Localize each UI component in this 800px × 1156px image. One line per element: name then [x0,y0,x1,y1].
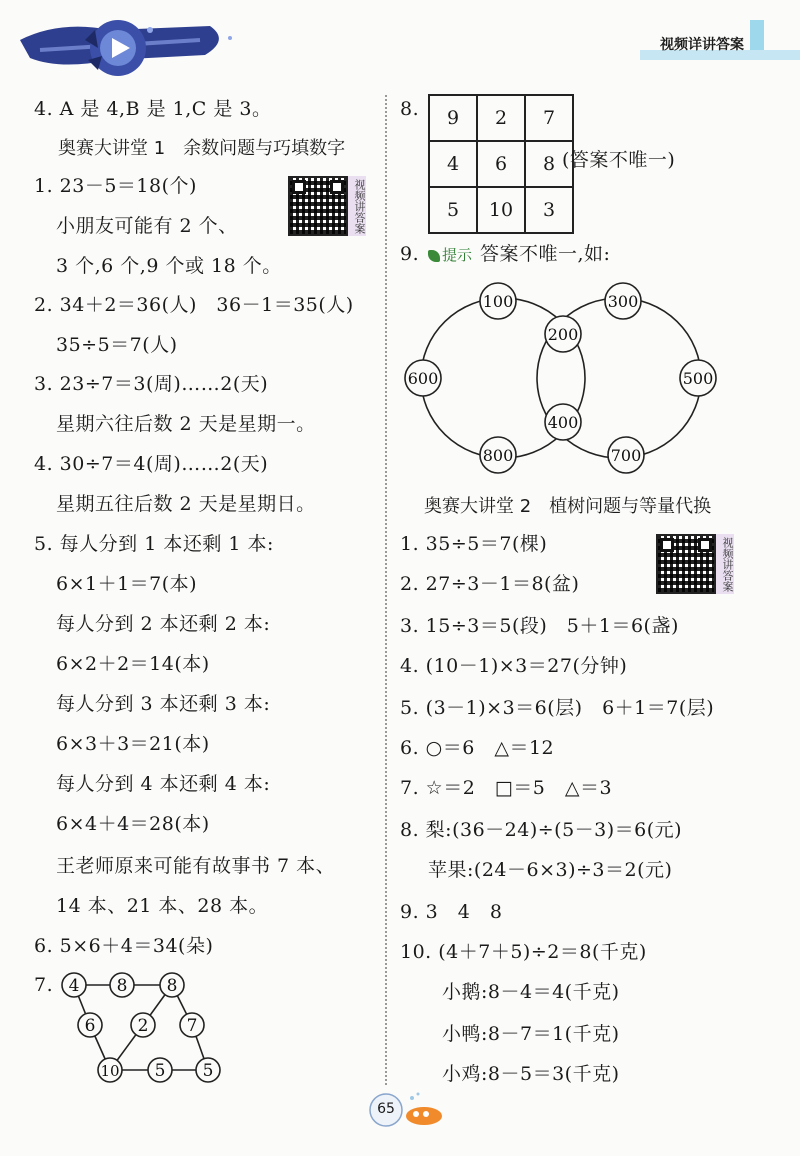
grid-cell: 6 [477,141,525,187]
q7-node-a: 4 [68,976,80,996]
r-line-5: 5. (3－1)×3＝6(层) 6＋1＝7(层) [400,697,715,719]
r-line-8a: 8. 梨:(36－24)÷(5－3)＝6(元) [400,819,683,841]
q1-line-b: 小朋友可能有 2 个、 [56,215,238,237]
q7-label: 7. [34,974,54,996]
tip-leaf-icon [428,250,440,262]
r-line-10b: 小鹅:8－4＝4(千克) [442,981,620,1003]
grid-cell: 3 [525,187,573,233]
q5-line-f: 6×3＋3＝21(本) [56,733,210,755]
r-line-10c: 小鸭:8－7＝1(千克) [442,1023,620,1045]
q5-line-j: 14 本、21 本、28 本。 [56,895,269,917]
r-line-6: 6. ○＝6 △＝12 [400,737,555,759]
q1-line-c: 3 个,6 个,9 个或 18 个。 [56,255,282,277]
q9-node-600: 600 [407,369,439,388]
qr-label-2: 视频讲答案 [716,534,734,594]
q1-line-a: 1. 23－5＝18(个) [34,175,197,197]
q9-node-300: 300 [607,292,639,311]
q2-line-b: 35÷5＝7(人) [56,334,178,356]
q4-line-a: 4. 30÷7＝4(周)……2(天) [34,453,269,475]
q7-node-h: 5 [154,1061,166,1081]
r-line-4: 4. (10－1)×3＝27(分钟) [400,655,628,677]
r-line-3: 3. 15÷3＝5(段) 5＋1＝6(盏) [400,615,679,637]
q7-node-c: 8 [166,976,178,996]
grid-cell: 2 [477,95,525,141]
q5-line-i: 王老师原来可能有故事书 7 本、 [56,855,336,877]
r-line-10a: 10. (4＋7＋5)÷2＝8(千克) [400,941,647,963]
section-title-1: 奥赛大讲堂 1 余数问题与巧填数字 [58,138,346,159]
q9-node-400: 400 [547,413,579,432]
q9-label: 9. [400,243,420,265]
qr-label-1: 视频讲答案 [348,176,366,236]
r-line-2: 2. 27÷3－1＝8(盆) [400,573,580,595]
q3-line-a: 3. 23÷7＝3(周)……2(天) [34,373,269,395]
tip-label: 提示 [442,246,473,264]
grid-cell: 9 [429,95,477,141]
q9-tip [428,244,472,265]
q9-node-800: 800 [482,446,514,465]
q2-line-a: 2. 34＋2＝36(人) 36－1＝35(人) [34,294,354,316]
q7-node-g: 10 [100,1062,120,1080]
q7-node-f: 7 [186,1016,198,1036]
q9-node-200: 200 [547,325,579,344]
q5-line-a: 5. 每人分到 1 本还剩 1 本: [34,533,274,555]
grid-cell: 10 [477,187,525,233]
q5-line-g: 每人分到 4 本还剩 4 本: [56,773,271,795]
q7-node-b: 8 [116,976,128,996]
r-line-8b: 苹果:(24－6×3)÷3＝2(元) [428,859,673,881]
q5-line-h: 6×4＋4＝28(本) [56,813,210,835]
q3-line-b: 星期六往后数 2 天是星期一。 [56,413,316,435]
grid-cell: 8 [525,141,573,187]
q5-line-c: 每人分到 2 本还剩 2 本: [56,613,271,635]
q9-node-500: 500 [682,369,714,388]
q7-diagram [50,965,230,1090]
column-divider [385,95,387,1085]
q8-label: 8. [400,98,420,120]
q7-node-i: 5 [202,1061,214,1081]
q9-diagram [398,280,728,475]
q7-node-e: 2 [137,1016,149,1036]
qr-code-1[interactable] [288,176,348,236]
q9-node-700: 700 [610,446,642,465]
r-line-1: 1. 35÷5＝7(棵) [400,533,548,555]
r-line-7: 7. ☆＝2 □＝5 △＝3 [400,777,613,799]
left-line-4: 4. A 是 4,B 是 1,C 是 3。 [34,98,272,120]
q8-note: (答案不唯一) [562,149,676,171]
qr-code-2[interactable] [656,534,716,594]
q7-node-d: 6 [84,1016,96,1036]
q9-text: 答案不唯一,如: [480,243,611,265]
page-number: 65 [377,1101,395,1117]
grid-cell: 4 [429,141,477,187]
r-line-9: 9. 3 4 8 [400,901,503,923]
q6-line: 6. 5×6＋4＝34(朵) [34,935,214,957]
header-label: 视频详讲答案 [660,37,744,53]
grid-cell: 7 [525,95,573,141]
q5-line-d: 6×2＋2＝14(本) [56,653,210,675]
q4-line-b: 星期五往后数 2 天是星期日。 [56,493,316,515]
r-line-10d: 小鸡:8－5＝3(千克) [442,1063,620,1085]
q5-line-b: 6×1＋1＝7(本) [56,573,198,595]
section-title-2: 奥赛大讲堂 2 植树问题与等量代换 [424,496,712,517]
q5-line-e: 每人分到 3 本还剩 3 本: [56,693,271,715]
q9-node-100: 100 [482,292,514,311]
q8-grid [428,94,574,234]
grid-cell: 5 [429,187,477,233]
